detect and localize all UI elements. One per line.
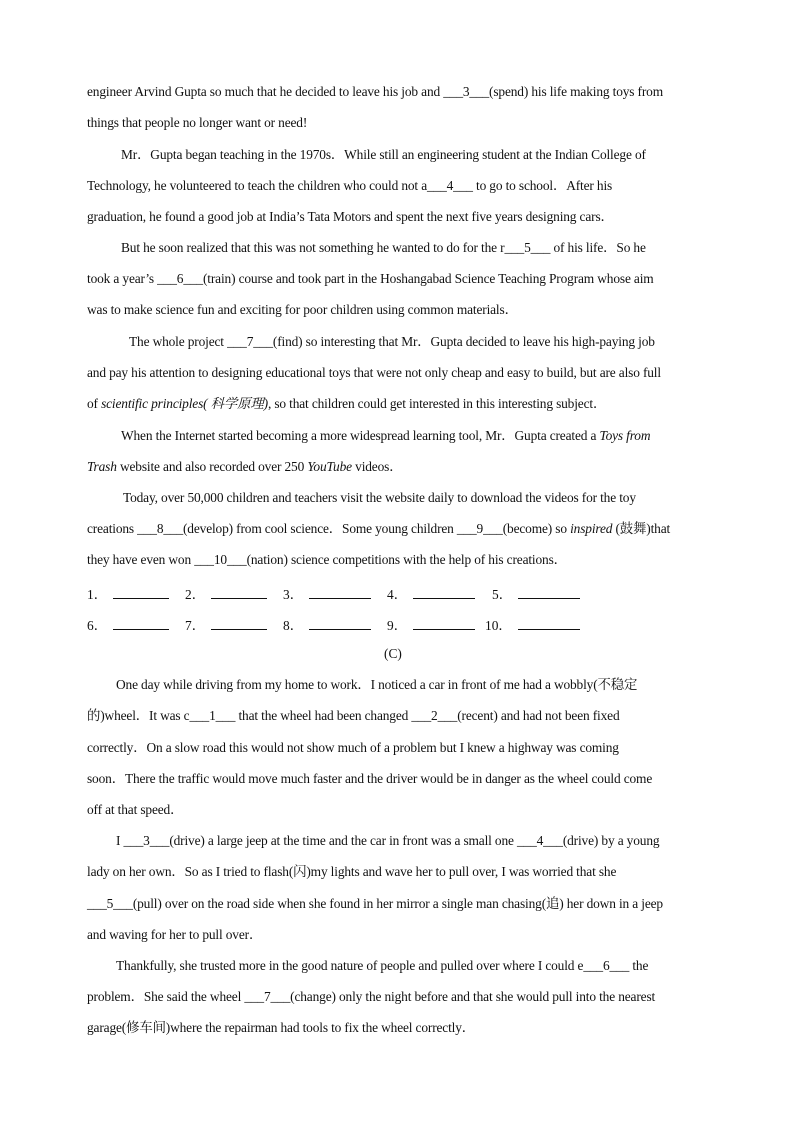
passage-line: they have even won ___10___(nation) science competitions with the help of his creations．: [87, 552, 567, 567]
passage-line: garage(修车间)where the repairman had tools to fix the wheel correctly．: [87, 1020, 476, 1035]
passage-line: Mr．Gupta began teaching in the 1970s．While still an engineering student at the Indian College of: [121, 147, 646, 162]
passage-line: One day while driving from my home to work．I noticed a car in front of me had a wobbly(不稳定: [116, 677, 638, 692]
passage-line: I ___3___(drive) a large jeep at the time and the car in front was a small one ___4___(drive) by a young: [116, 833, 660, 848]
answer-blank-6[interactable]: 6．: [87, 615, 169, 634]
answer-blank-9[interactable]: 9．: [387, 615, 475, 634]
passage-line: ___5___(pull) over on the road side when she found in her mirror a single man chasing(追) her down in a jeep: [87, 896, 663, 911]
passage-line: The whole project ___7___(find) so interesting that Mr．Gupta decided to leave his high-paying job: [129, 334, 655, 349]
passage-line: and pay his attention to designing educational toys that were not only cheap and easy to build, but are also full: [87, 365, 661, 380]
passage-line: took a year’s ___6___(train) course and took part in the Hoshangabad Science Teaching Program whose aim: [87, 271, 654, 286]
answer-blank-2[interactable]: 2．: [185, 584, 267, 603]
answer-blank-7[interactable]: 7．: [185, 615, 267, 634]
passage-line: was to make science fun and exciting for poor children using common materials．: [87, 302, 518, 317]
passage-line: [121, 428, 650, 444]
text-span: of: [87, 396, 102, 411]
passage-line: correctly．On a slow road this would not show much of a problem but I knew a highway was coming: [87, 740, 619, 755]
text-span: videos．: [351, 459, 403, 474]
answer-blank-8[interactable]: 8．: [283, 615, 371, 634]
passage-line: soon．There the traffic would move much faster and the driver would be in danger as the wheel could come: [87, 771, 653, 786]
passage-line: But he soon realized that this was not something he wanted to do for the r___5___ of his life．So he: [121, 240, 646, 255]
passage-line: things that people no longer want or need!: [87, 115, 308, 130]
passage-line: problem．She said the wheel ___7___(change) only the night before and that she would pull into the nearest: [87, 989, 656, 1004]
italic-term: scientific principles( 科学原理): [101, 396, 268, 411]
passage-line: engineer Arvind Gupta so much that he decided to leave his job and ___3___(spend) his life making toys from: [87, 84, 663, 99]
text-span: creations ___8___(develop) from cool science．Some young children ___9___(become) so: [87, 521, 571, 536]
italic-term: Trash: [87, 459, 117, 474]
passage-line: Technology, he volunteered to teach the children who could not a___4___ to go to school．After his: [87, 178, 613, 193]
passage-line: lady on her own．So as I tried to flash(闪)my lights and wave her to pull over, I was worried that she: [87, 864, 617, 879]
passage-line: [87, 396, 606, 412]
passage-line: [87, 459, 402, 475]
passage-line: and waving for her to pull over．: [87, 927, 263, 942]
italic-term: YouTube: [307, 459, 352, 474]
answer-blank-1[interactable]: 1．: [87, 584, 169, 603]
answer-blank-5[interactable]: 5．: [492, 584, 580, 603]
passage-line: Today, over 50,000 children and teachers visit the website daily to download the videos for the toy: [123, 490, 636, 505]
passage-line: 的)wheel．It was c___1___ that the wheel had been changed ___2___(recent) and had not been fixed: [87, 708, 620, 723]
italic-term: inspired: [570, 521, 613, 536]
passage-line: graduation, he found a good job at India’s Tata Motors and spent the next five years designing cars．: [87, 209, 614, 224]
italic-term: Toys from: [599, 428, 651, 443]
answer-blank-4[interactable]: 4．: [387, 584, 475, 603]
text-span: (鼓舞)that: [612, 521, 671, 536]
section-heading: (C): [384, 646, 402, 661]
text-span: website and also recorded over 250: [116, 459, 308, 474]
text-span: When the Internet started becoming a more widespread learning tool, Mr．Gupta created a: [121, 428, 600, 443]
answer-blank-10[interactable]: 10．: [485, 615, 580, 634]
passage-line: off at that speed．: [87, 802, 184, 817]
passage-line: [87, 521, 670, 537]
text-span: , so that children could get interested in this interesting subject．: [267, 396, 607, 411]
passage-line: Thankfully, she trusted more in the good nature of people and pulled over where I could e___6___ the: [116, 958, 649, 973]
answer-blank-3[interactable]: 3．: [283, 584, 371, 603]
